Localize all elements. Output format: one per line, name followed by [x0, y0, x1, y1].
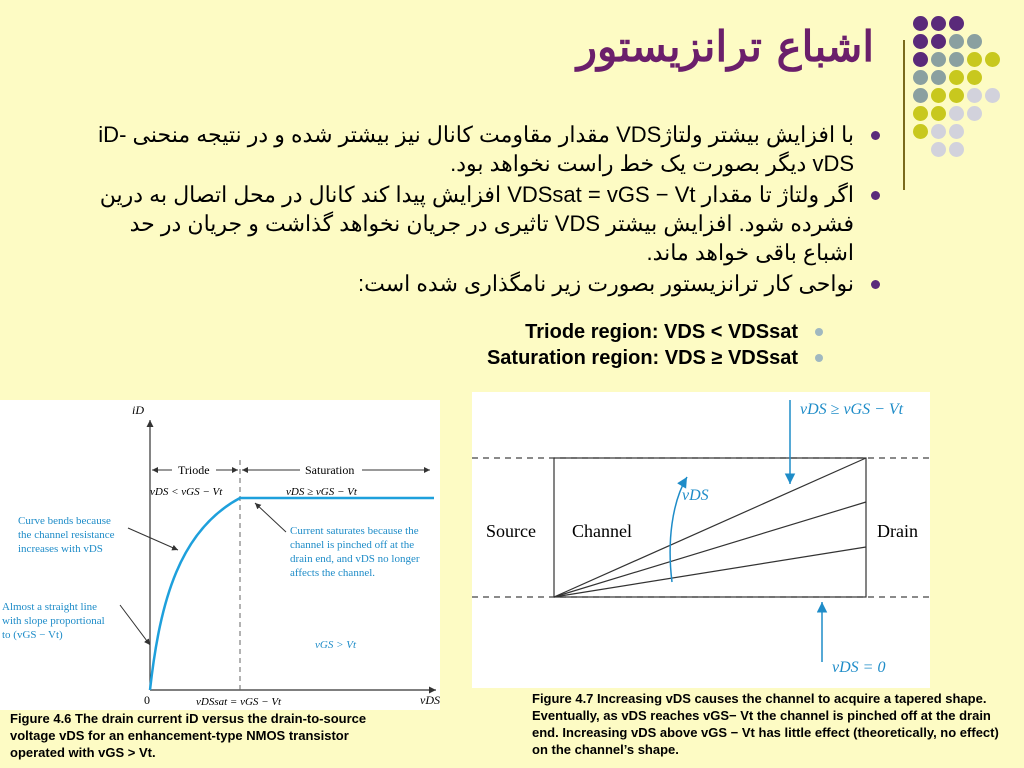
slide-title: اشباع ترانزیستور	[576, 22, 874, 71]
bullet-icon	[871, 280, 880, 289]
bullet-2-line-3: اشباع باقی خواهد ماند.	[646, 240, 854, 265]
drain-label: Drain	[877, 521, 918, 541]
top-condition-label: vDS ≥ vGS − Vt	[800, 401, 904, 418]
figure-4-7-caption: Figure 4.7 Increasing vDS causes the channel to acquire a tapered shape. Eventually, as vDS reaches vGS− Vt the channel is pinched off at the drain end. Increasing vDS above vGS − Vt has little effect (theoretically, no effect) on the channel’s shape.	[532, 691, 999, 757]
vds-arrow-label: vDS	[682, 487, 709, 504]
y-axis-label: iD	[132, 403, 144, 417]
curve-condition: vGS > Vt	[315, 639, 357, 651]
bullet-2-line-2: فشرده شود. افزایش بیشتر VDS تاثیری در جریان نخواهد گذاشت و جریان در حد	[129, 211, 854, 236]
decorative-dots	[913, 16, 1013, 166]
sub-bullet-saturation: Saturation region: VDS ≥ VDSsat	[278, 345, 838, 371]
id-vds-chart	[0, 400, 440, 710]
straight-pointer	[120, 605, 150, 645]
channel-diagram	[472, 392, 930, 688]
saturation-label: Saturation	[305, 463, 355, 477]
annotation-straight-3: to (vGS − Vt)	[2, 629, 63, 641]
bullet-icon	[871, 131, 880, 140]
annotation-saturate-4: affects the channel.	[290, 567, 376, 579]
sub-bullet-icon	[815, 328, 823, 336]
bullet-2-line-1: اگر ولتاژ تا مقدار VDSsat = vGS − Vt افزایش پیدا کند کانال در محل اتصال به درین	[99, 182, 854, 207]
annotation-bend-2: the channel resistance	[18, 529, 115, 541]
figure-4-6-caption: Figure 4.6 The drain current iD versus the drain-to-source voltage vDS for an enhancement-type NMOS transistor operated with vGS > Vt.	[10, 711, 367, 760]
bullet-1-line-2: vDS دیگر بصورت یک خط راست نخواهد بود.	[450, 151, 854, 176]
annotation-straight-2: with slope proportional	[2, 615, 105, 627]
bottom-condition-label: vDS = 0	[832, 659, 886, 676]
annotation-straight-1: Almost a straight line	[2, 601, 98, 613]
bend-pointer	[128, 528, 178, 550]
channel-label: Channel	[572, 521, 632, 541]
bullet-list	[40, 120, 880, 300]
x-axis-label: vDS	[420, 693, 440, 707]
triode-label: Triode	[178, 463, 210, 477]
source-label: Source	[486, 521, 536, 541]
bullet-item-3	[40, 269, 880, 298]
bullet-icon	[871, 191, 880, 200]
vdssat-tick-label: vDSsat = vGS − Vt	[196, 696, 282, 708]
title-divider	[903, 40, 905, 190]
saturation-condition: vDS ≥ vGS − Vt	[286, 486, 357, 498]
annotation-bend-3: increases with vDS	[18, 543, 103, 555]
sub-bullet-triode: Triode region: VDS < VDSsat	[278, 319, 838, 345]
sub-bullet-icon	[815, 354, 823, 362]
origin-label: 0	[144, 693, 150, 707]
figure-4-6	[0, 400, 440, 710]
annotation-saturate-1: Current saturates because the	[290, 525, 419, 537]
sub-bullet-list	[278, 319, 838, 371]
bullet-item-1	[40, 120, 880, 178]
annotation-bend-1: Curve bends because	[18, 515, 111, 527]
annotation-saturate-2: channel is pinched off at the	[290, 539, 415, 551]
bullet-1-line-1: با افزایش بیشتر ولتاژVDS مقدار مقاومت کانال نیز بیشتر شده و در نتیجه منحنی -iD	[98, 122, 854, 147]
annotation-saturate-3: drain end, and vDS no longer	[290, 553, 420, 565]
bullet-item-2	[40, 180, 880, 267]
saturate-pointer	[255, 503, 286, 532]
bullet-3-line-1: نواحی کار ترانزیستور بصورت زیر نامگذاری شده است:	[358, 271, 854, 296]
triode-condition: vDS < vGS − Vt	[150, 486, 223, 498]
figure-4-7	[472, 392, 930, 688]
